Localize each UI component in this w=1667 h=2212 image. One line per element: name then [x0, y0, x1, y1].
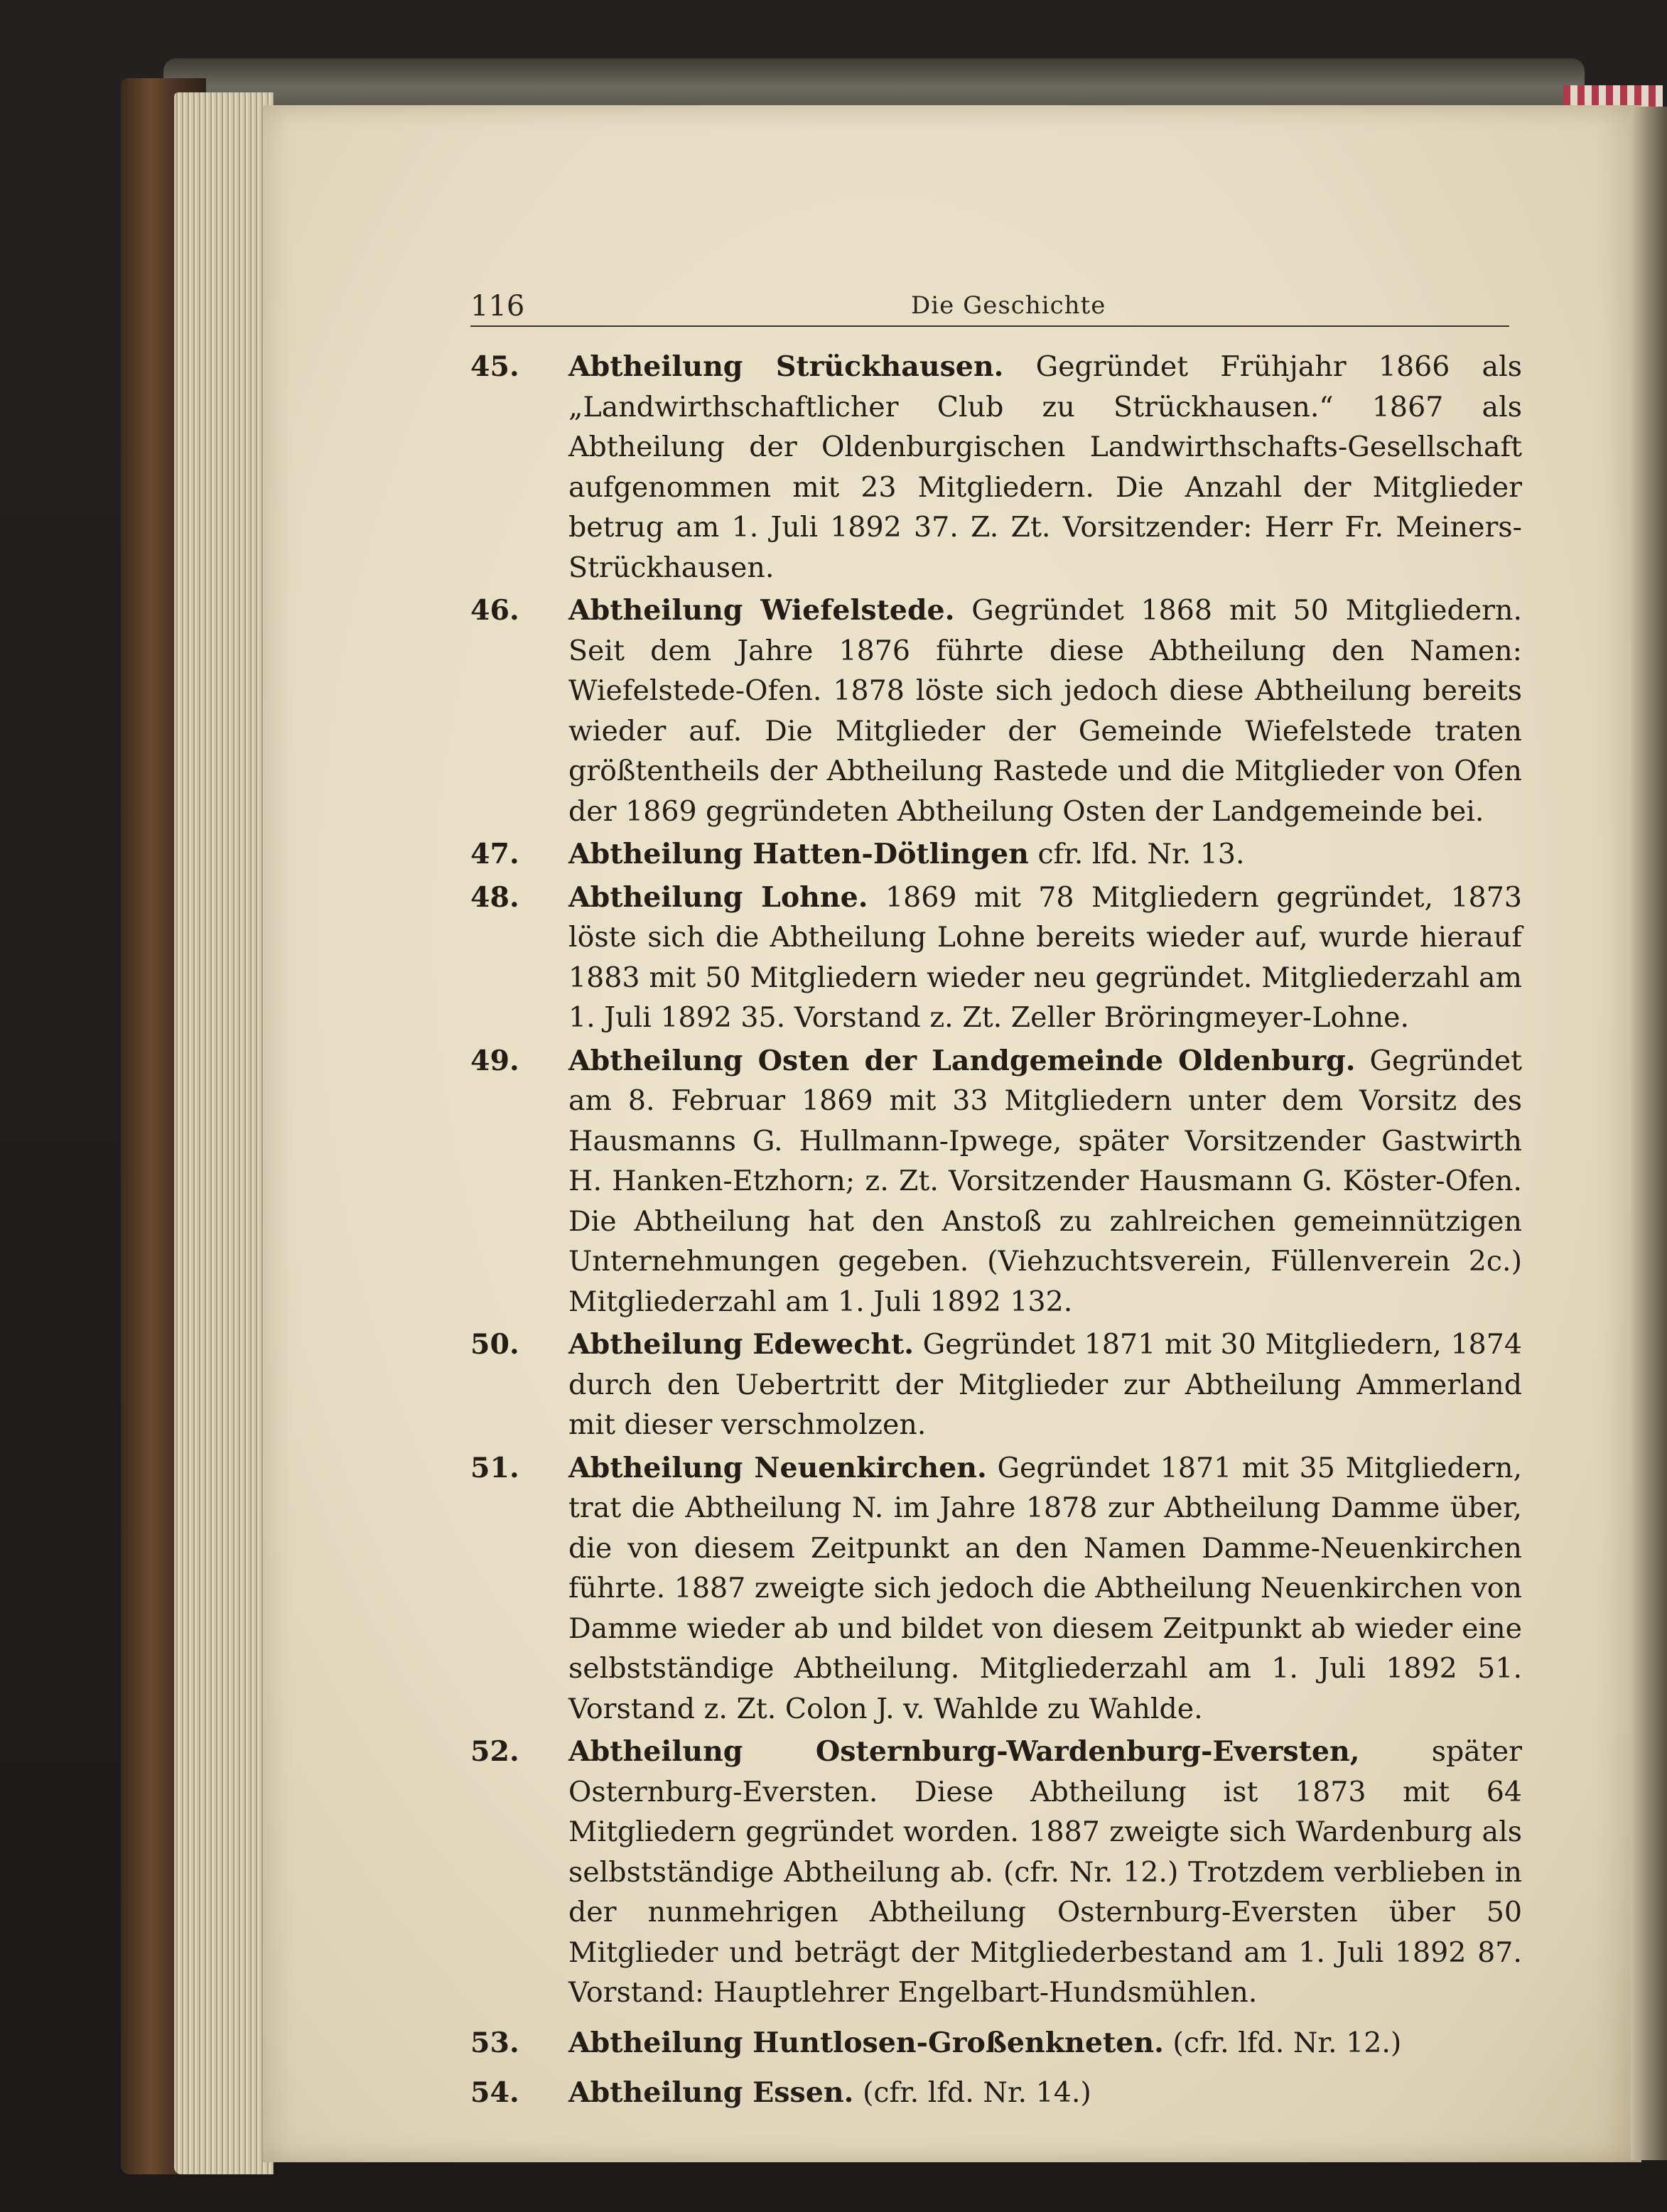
entry-text: 1869 mit 78 Mitgliedern gegründet, 1873 löste sich die Abtheilung Lohne bereits wieder auf, wurde hierauf 1883 mit 50 Mitgliedern wieder neu gegründet. Mitgliederzahl am 1. Juli 1892 35. Vorstand z. Zt. Zeller Bröringmeyer-Lohne. [568, 880, 1523, 1034]
entry-number: 50. [470, 1328, 519, 1361]
entry-title: Abtheilung Huntlosen-Großenkneten. [568, 2026, 1164, 2059]
entry-text: cfr. lfd. Nr. 13. [1037, 838, 1245, 870]
entry-number: 46. [470, 594, 519, 627]
entry-list [470, 347, 1522, 2116]
entry-46 [470, 590, 1522, 831]
entry-51 [470, 1448, 1522, 1730]
entry-48 [470, 878, 1522, 1038]
entry-number: 47. [470, 838, 519, 870]
entry-text: später Osternburg-Eversten. Diese Abtheilung ist 1873 mit 64 Mitgliedern gegründet worden. 1887 zweigte sich Wardenburg als selbstständige Abtheilung ab. (cfr. Nr. 12.) Trotzdem verblieben in der nunmehrigen Abtheilung Osternburg-Eversten über 50 Mitglieder und beträgt der Mitgliederbestand am 1. Juli 1892 87. Vorstand: Hauptlehrer Engelbart-Hundsmühlen. [568, 1735, 1522, 2009]
entry-title: Abtheilung Strückhausen. [568, 350, 1004, 383]
entry-number: 45. [470, 350, 519, 383]
entry-number: 48. [470, 880, 519, 914]
entry-47 [470, 834, 1522, 875]
entry-text: (cfr. lfd. Nr. 12.) [1172, 2026, 1402, 2059]
entry-title: Abtheilung Lohne. [568, 880, 868, 914]
entry-number: 49. [470, 1044, 519, 1077]
entry-49 [470, 1041, 1522, 1322]
entry-text: Gegründet 1871 mit 35 Mitgliedern, trat die Abtheilung N. im Jahre 1878 zur Abtheilung Damme über, die von diesem Zeitpunkt an den Namen Damme-Neuenkirchen führte. 1887 zweigte sich jedoch die Abtheilung Neuenkirchen von Damme wieder ab und bildet von diesem Zeitpunkt ab wieder eine selbstständige Abtheilung. Mitgliederzahl am 1. Juli 1892 51. Vorstand z. Zt. Colon J. v. Wahlde zu Wahlde. [568, 1451, 1523, 1725]
entry-text: Gegründet am 8. Februar 1869 mit 33 Mitgliedern unter dem Vorsitz des Hausmanns G. Hullmann-Ipwege, später Vorsitzender Gastwirth H. Hanken-Etzhorn; z. Zt. Vorsitzender Hausmann G. Köster-Ofen. Die Abtheilung hat den Anstoß zu zahlreichen gemeinnützigen Unternehmungen gegeben. (Viehzuchtsverein, Füllenverein 2c.) Mitgliederzahl am 1. Juli 1892 132. [568, 1044, 1523, 1318]
entry-number: 54. [470, 2076, 519, 2109]
entry-54 [470, 2073, 1522, 2113]
entry-title: Abtheilung Wiefelstede. [568, 594, 955, 627]
page-header [470, 283, 1509, 327]
entry-number: 53. [470, 2026, 519, 2059]
page-gutter [1631, 107, 1667, 2160]
entry-text: Gegründet Frühjahr 1866 als „Landwirthschaftlicher Club zu Strückhausen.“ 1867 als Abtheilung der Oldenburgischen Landwirthschafts-Gesellschaft aufgenommen mit 23 Mitgliedern. Die Anzahl der Mitglieder betrug am 1. Juli 1892 37. Z. Zt. Vorsitzender: Herr Fr. Meiners-Strückhausen. [568, 350, 1522, 584]
entry-title: Abtheilung Edewecht. [568, 1328, 915, 1361]
entry-number: 51. [470, 1451, 519, 1484]
entry-text: (cfr. lfd. Nr. 14.) [862, 2076, 1091, 2109]
entry-52 [470, 1732, 1522, 2013]
entry-title: Abtheilung Hatten-Dötlingen [568, 838, 1029, 870]
entry-title: Abtheilung Neuenkirchen. [568, 1451, 987, 1484]
entry-number: 52. [470, 1735, 519, 1768]
entry-45 [470, 347, 1522, 588]
page-number: 116 [470, 290, 525, 323]
entry-title: Abtheilung Osten der Landgemeinde Oldenburg. [568, 1044, 1356, 1077]
running-head: Die Geschichte [911, 291, 1106, 320]
page-edges [174, 92, 274, 2174]
entry-title: Abtheilung Essen. [568, 2076, 854, 2109]
entry-title: Abtheilung Osternburg-Wardenburg-Eversten, [568, 1735, 1360, 1768]
entry-53 [470, 2023, 1522, 2063]
entry-50 [470, 1324, 1522, 1445]
entry-text: Gegründet 1868 mit 50 Mitgliedern. Seit dem Jahre 1876 führte diese Abtheilung den Namen: Wiefelstede-Ofen. 1878 löste sich jedoch diese Abtheilung bereits wieder auf. Die Mitglieder der Gemeinde Wiefelstede traten größtentheils der Abtheilung Rastede und die Mitglieder von Ofen der 1869 gegründeten Abtheilung Osten der Landgemeinde bei. [568, 594, 1523, 828]
entry-text: Gegründet 1871 mit 30 Mitgliedern, 1874 durch den Uebertritt der Mitglieder zur Abtheilung Ammerland mit dieser verschmolzen. [568, 1328, 1522, 1441]
